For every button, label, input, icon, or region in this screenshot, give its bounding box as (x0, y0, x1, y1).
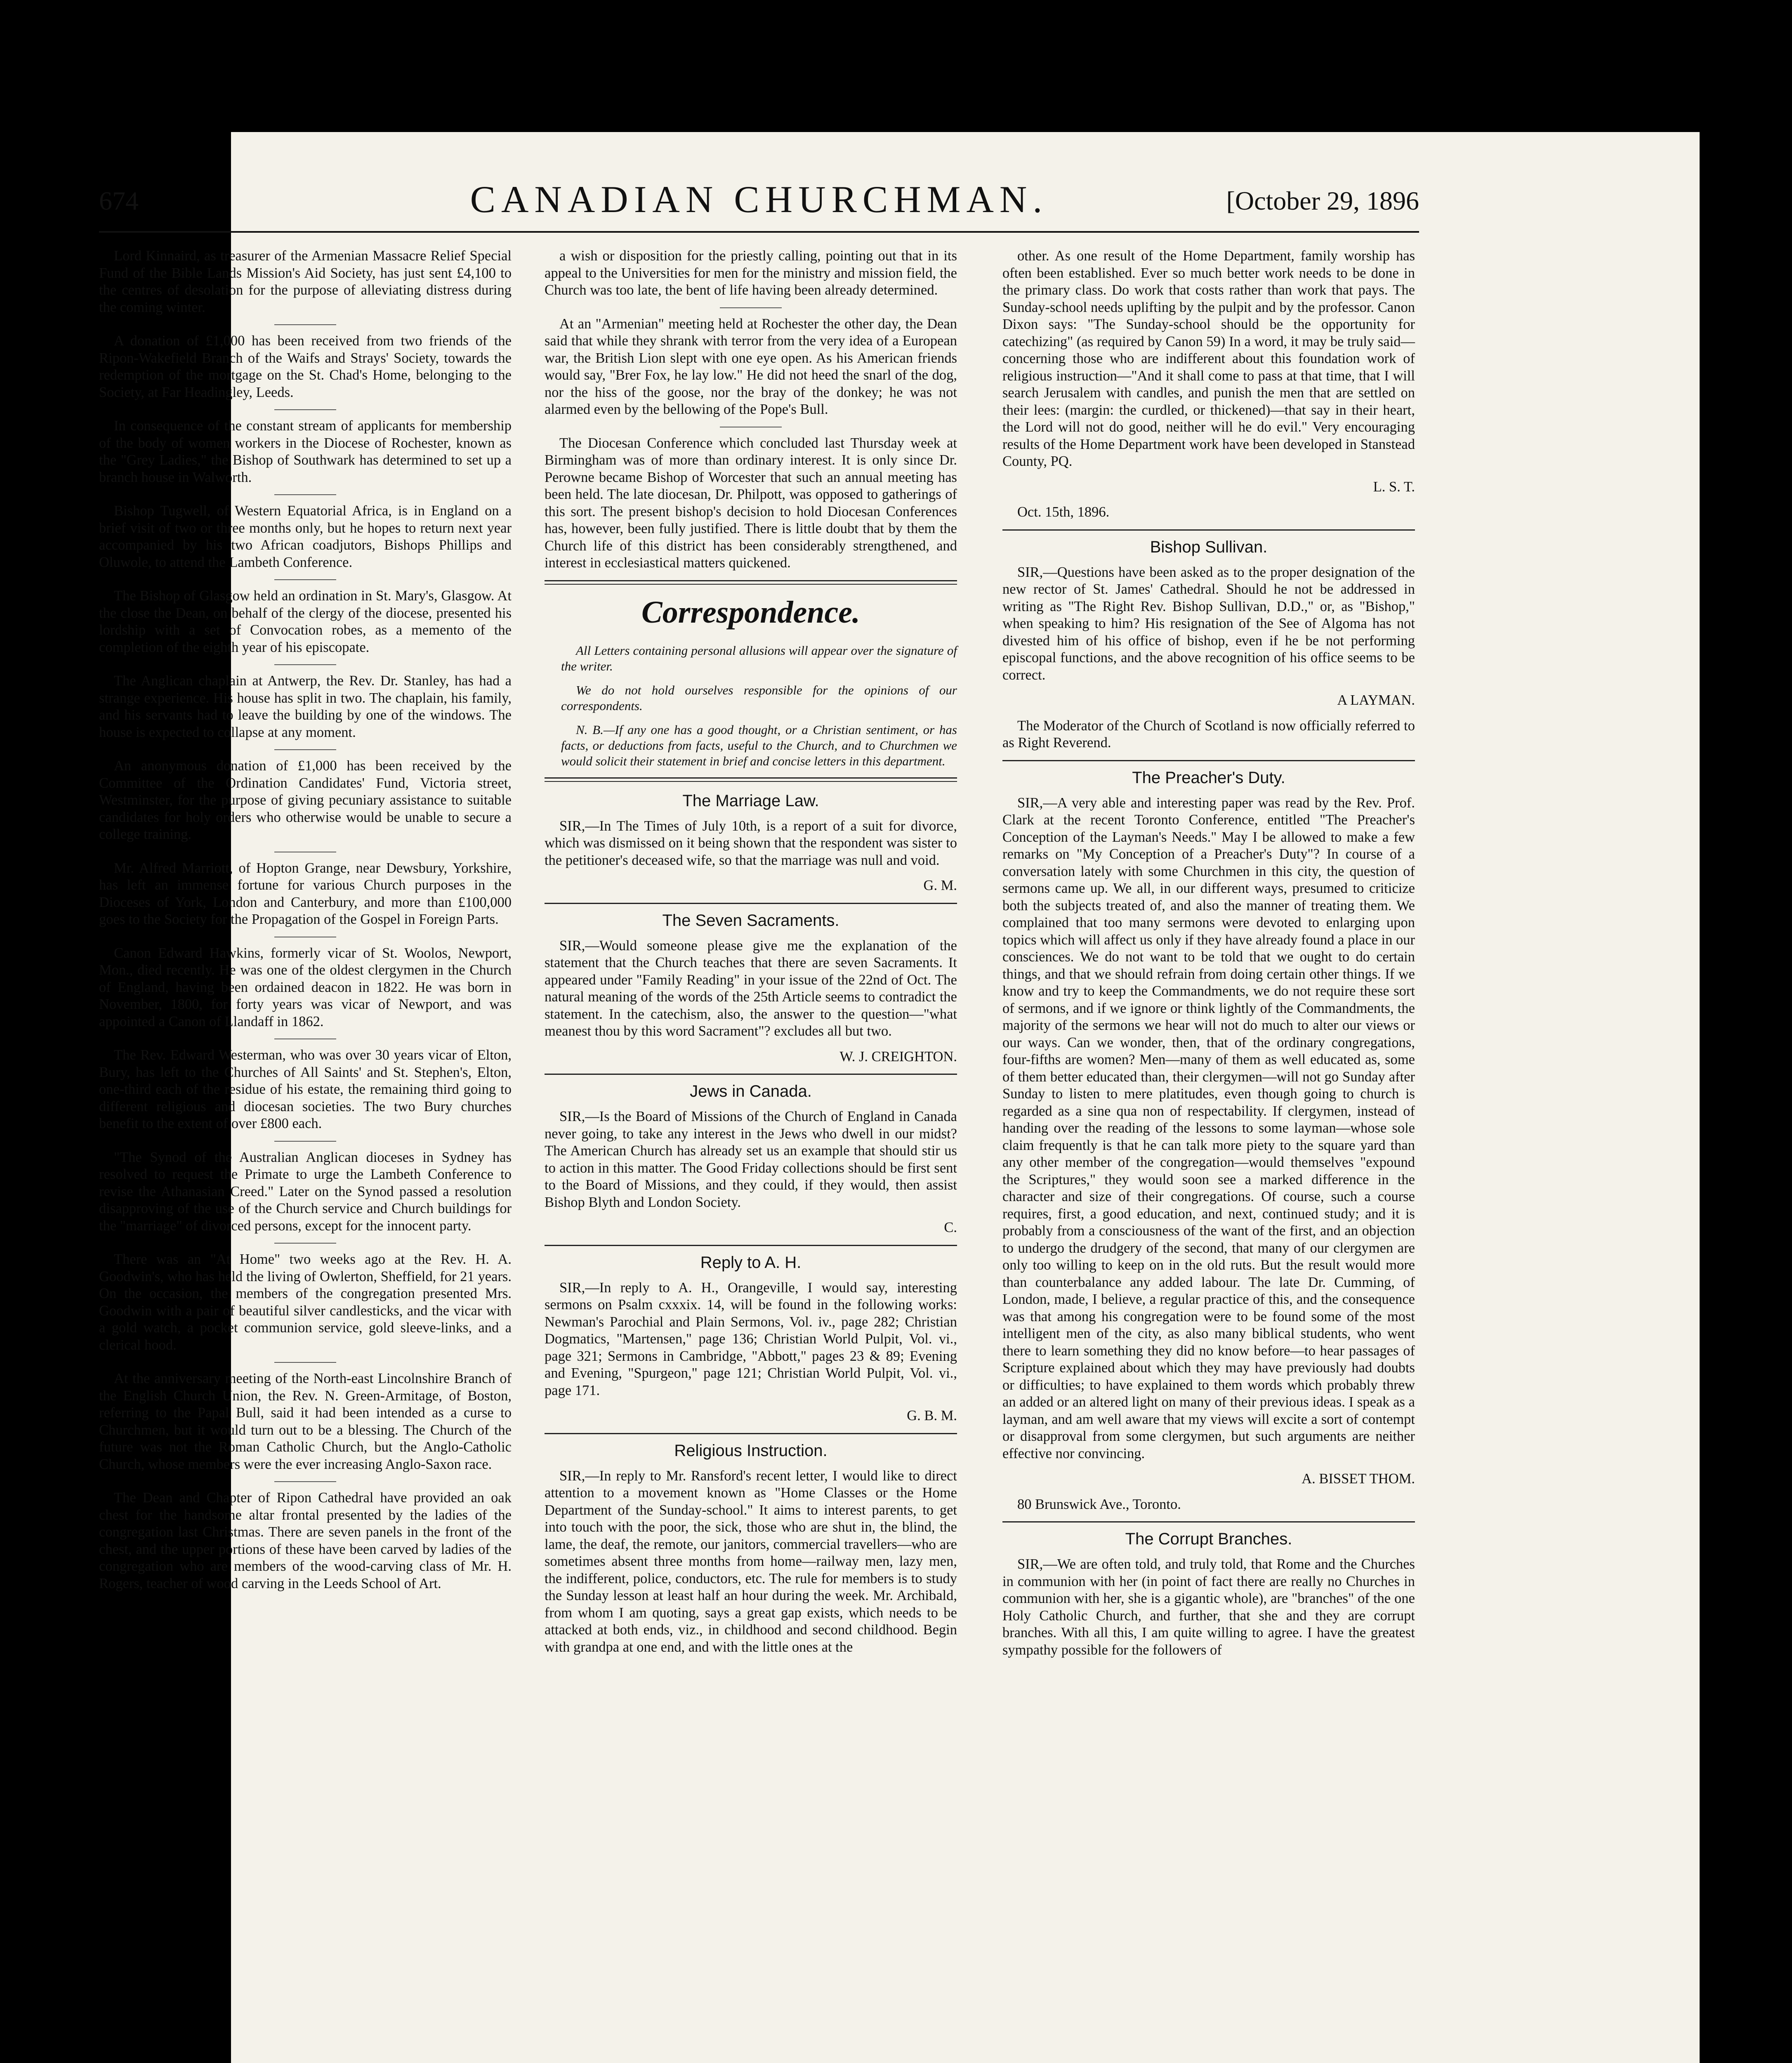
divider (274, 409, 336, 410)
divider (274, 1481, 336, 1482)
divider (720, 307, 782, 308)
letter-address: 80 Brunswick Ave., Toronto. (1017, 1496, 1181, 1512)
letter-signature: A LAYMAN. (1337, 692, 1415, 708)
paragraph: In consequence of the constant stream of applicants for membership of the body of women workers in the Diocese of Rochester, known as the "Grey Ladies," the Bishop of Southwark has determined to set up a branch house in Walworth. (99, 418, 512, 485)
divider (274, 579, 336, 580)
letter-signature: C. (944, 1220, 957, 1235)
letter-body: SIR,—A very able and interesting paper was read by the Rev. Prof. Clark at the recent Toronto Conference, entitled "The Preacher's Conception of the Layman's Needs." May I be allowed to make a few remarks on "My Conception of a Preacher's Duty"? In course of a conversation lately with some Churchmen in this city, the question of sermons came up. We all, in our different ways, presumed to criticize both the subjects treated of, and also the manner of treating them. We complained that too many sermons were devoted to enlarging upon topics which will affect us only if they have already found a place in our consciences. We do not want to be told that we ought to do certain things, and that we should refrain from doing certain other things. If we know and try to keep the Commandments, we do not require these sort of sermons, and if we ignore or think lightly of the Commandments, the majority of the sermons we hear will not do much to alter our views or our ways. Can we wonder, then, that of the ordinary congregations, four-fifths are women? Men—many of them as well educated as, some of them better educated than, their clergymen—will not go Sunday after Sunday to listen to mere platitudes, even though going to church is regarded as a sine qua non of respectability. If clergymen, instead of handing over the reading of the lessons to some layman—whose sole claim frequently is that he can talk more piety to the square yard than any other member of the congregation—would themselves "expound the Scriptures," they would soon see a marked difference in the character and size of their congregations. Of course, such a course requires, first, a good education, and next, continued study; and it is probably from a consciousness of the want of the first, and an objection to undergo the drudgery of the second, that many of our clergymen are only too willing to keep on in the old ruts. But the result would more than counterbalance any added labour. The late Dr. Cumming, of London, made, I believe, a regular practice of this, and the consequence was that among his congregation were to be found some of the most intelligent men of the city, as also many biblical students, who went there to learn something they did no know before—to hear passages of Scripture explained about which they may have previously had doubts or difficulties; to have explained to them words which probably threw an added or an altered light on many of their previous ideas. I speak as a layman, and am well aware that my views will excite a sort of contempt or disapproval from some clergymen, but such arguments are neither effective nor convincing. (1002, 795, 1415, 1461)
section-rule (545, 777, 957, 782)
editorial-note: We do not hold ourselves responsible for the opinions of our correspondents. (561, 682, 957, 713)
header-rule (99, 231, 1419, 233)
divider (274, 664, 336, 665)
letter-body: SIR,—Questions have been asked as to the proper designation of the new rector of St. James' Cathedral. Should he not be addressed in writing as "The Right Rev. Bishop Sullivan, D.D.," or, as "Bishop," when speaking to him? His resignation of the See of Algoma has not divested him of his office of bishop, even if he be not performing episcopal functions, and the above recognition of his office seems to be correct. (1002, 564, 1415, 683)
paragraph: The Diocesan Conference which concluded last Thursday week at Birmingham was of more than ordinary interest. It is only since Dr. Perowne became Bishop of Worcester that such an annual meeting has been held. The late diocesan, Dr. Philpott, was opposed to gatherings of this sort. The present bishop's decision to hold Diocesan Conferences has, however, been fully justified. There is little doubt that by them the Church life of this district has been considerably strengthened, and interest in ecclesiastical matters quickened. (545, 435, 957, 571)
paragraph: Bishop Tugwell, of Western Equatorial Africa, is in England on a brief visit of two or three months only, but he hopes to return next year accompanied by his two African coadjutors, Bishops Phillips and Oluwole, to attend the Lambeth Conference. (99, 503, 512, 570)
letter-body: SIR,—Would someone please give me the explanation of the statement that the Church teaches that there are seven Sacraments. It appeared under "Family Reading" in your issue of the 22nd of Oct. The natural meaning of the words of the 25th Article seems to contradict the statement. In the catechism, also, the answer to the question—"what meanest thou by this word Sacrament"? excludes all but two. (545, 937, 957, 1039)
letter-rule (1002, 1521, 1415, 1522)
divider (274, 324, 336, 325)
issue-date: [October 29, 1896 (1226, 186, 1419, 215)
paragraph: An anonymous donation of £1,000 has been received by the Committee of the Ordination Candidates' Fund, Victoria street, Westminster, for the purpose of giving pecuniary assistance to suitable candidates for holy orders who otherwise would be unable to secure a college training. (99, 758, 512, 842)
paragraph: The Anglican chaplain at Antwerp, the Rev. Dr. Stanley, has had a strange experience. His house has split in two. The chaplain, his family, and his servants had to leave the building by one of the windows. The house is expected to collapse at any moment. (99, 673, 512, 740)
letter-body: SIR,—In reply to Mr. Ransford's recent letter, I would like to direct attention to a movement known as "Home Classes or the Home Department of the Sunday-school." It aims to interest parents, to get into touch with the poor, the sick, those who are shut in, the blind, the lame, the deaf, the remote, our janitors, commercial travellers—who are sometimes absent three months from home—railway men, lazy men, the indifferent, police, conductors, etc. The rule for members is to study the Sunday lesson at least half an hour during the week. Mr. Archibald, from whom I am quoting, says a great gap exists, which needs to be attacked at both ends, viz., in childhood and second childhood. Begin with grandpa at one end, and with the little ones at the (545, 1468, 957, 1655)
letter-body: SIR,—Is the Board of Missions of the Church of England in Canada never going, to take any interest in the Jews who dwell in our midst? The American Church has already set us an example that should stir us to action in this matter. The Good Friday collections should be first sent to the Board of Missions, and they could, if they would, then assist Bishop Blyth and London Society. (545, 1109, 957, 1210)
letter-title: The Marriage Law. (682, 791, 819, 810)
letter-title: Reply to A. H. (700, 1253, 802, 1272)
letter-title: Jews in Canada. (690, 1082, 812, 1100)
letter-rule (1002, 760, 1415, 761)
letter-rule (1002, 529, 1415, 531)
divider (274, 749, 336, 750)
paragraph: At an "Armenian" meeting held at Rochester the other day, the Dean said that while they shrank with terror from the very idea of a European war, the British Lion slept with one eye open. As his American friends would say, "Brer Fox, he lay low." He did not heed the snarl of the dog, nor the hiss of the goose, nor the bray of the donkey; he was not alarmed even by the bellowing of the Pope's Bull. (545, 316, 957, 417)
letter-rule (545, 1433, 957, 1434)
paragraph: A donation of £1,000 has been received from two friends of the Ripon-Wakefield Branch of the Waifs and Strays' Society, towards the redemption of the mortgage on the St. Chad's Home, belonging to the Society, at Far Headingley, Leeds. (99, 333, 512, 400)
letter-rule (545, 1074, 957, 1075)
paragraph: Lord Kinnaird, as treasurer of the Armenian Massacre Relief Special Fund of the Bible Lands Mission's Aid Society, has just sent £4,100 to the centres of desolation for the purpose of alleviating distress during the coming winter. (99, 248, 512, 315)
paragraph: The Dean and Chapter of Ripon Cathedral have provided an oak chest for the handsome altar frontal presented by the ladies of the congregation last Christmas. There are seven panels in the front of the chest, and the upper portions of these have been carved by ladies of the congregation who are members of the wood-carving class of Mr. H. Rogers, teacher of wood carving in the Leeds School of Art. (99, 1490, 512, 1591)
divider (274, 1141, 336, 1142)
letter-signature: W. J. CREIGHTON. (839, 1048, 957, 1065)
paragraph: The Bishop of Glasgow held an ordination in St. Mary's, Glasgow. At the close the Dean, on behalf of the clergy of the diocese, presented his lordship with a set of Convocation robes, as a memento of the completion of the eighth year of his episcopate. (99, 588, 512, 655)
letter-dateline: Oct. 15th, 1896. (1017, 504, 1110, 520)
paragraph: a wish or disposition for the priestly calling, pointing out that in its appeal to the Universities for men for the ministry and mission field, the Church was too late, the bent of life having been already determined. (545, 248, 957, 298)
letter-title: The Corrupt Branches. (1125, 1530, 1292, 1548)
letter-signature: G. B. M. (907, 1408, 957, 1423)
letter-rule (545, 903, 957, 904)
section-rule (545, 580, 957, 585)
paragraph: There was an "At Home" two weeks ago at the Rev. H. A. Goodwin's, who has held the living of Owlerton, Sheffield, for 21 years. On the occasion, the members of the congregation presented Mrs. Goodwin with a pair of beautiful silver candlesticks, and the vicar with a gold watch, a pocket communion service, gold sleeve-links, and a clerical hood. (99, 1251, 512, 1353)
divider (274, 1243, 336, 1244)
letter-title: The Seven Sacraments. (662, 911, 839, 930)
masthead-title: CANADIAN CHURCHMAN. (470, 178, 1048, 220)
letter-body: SIR,—In reply to A. H., Orangeville, I would say, interesting sermons on Psalm cxxxix. 14, will be found in the following works: Newman's Parochial and Plain Sermons, Vol. iv., page 282; Christian Dogmatics, "Martensen," page 136; Christian World Pulpit, Vol. vi., page 321; Sermons in Cambridge, "Abbott," pages 23 & 89; Evening and Evening, "Spurgeon," page 121; Christian World Pulpit, Vol. vi., page 171. (545, 1279, 957, 1398)
page-number: 674 (99, 186, 139, 215)
editorial-note: N. B.—If any one has a good thought, or a Christian sentiment, or has facts, or deductions from facts, useful to the Church, and to Churchmen we would solicit their statement in brief and concise letters in this department. (561, 722, 957, 768)
column-3 (1002, 248, 1415, 1667)
section-heading-correspondence: Correspondence. (641, 595, 860, 630)
paragraph: The Rev. Edward Westerman, who was over 30 years vicar of Elton, Bury, has left to the Churches of All Saints' and St. Stephen's, Elton, one-third each of the residue of his estate, the remaining third going to different religious and diocesan societies. The two Bury churches benefit to the extent of over £800 each. (99, 1047, 512, 1131)
letter-rule (545, 1245, 957, 1246)
paragraph: "The Synod of the Australian Anglican dioceses in Sydney has resolved to request the Primate to urge the Lambeth Conference to revise the Athanasian Creed." Later on the Synod passed a resolution disapproving of the use of the Church service and Church buildings for the "marriage" of divorced persons, except for the innocent party. (99, 1149, 512, 1234)
letter-body: SIR,—In The Times of July 10th, is a report of a suit for divorce, which was dismissed on it being shown that the respondent was sister to the petitioner's deceased wife, so that the marriage was null and void. (545, 818, 957, 868)
column-1 (99, 248, 512, 1600)
letter-signature: G. M. (923, 878, 957, 893)
letter-footnote: The Moderator of the Church of Scotland is now officially referred to as Right Reverend. (1002, 718, 1415, 751)
letter-body-continued: other. As one result of the Home Department, family worship has often been established. Ever so much better work needs to be done in the primary class. Do work that costs rather than work that pays. The Sunday-school needs uplifting by the pulpit and by the professor. Canon Dixon says: "The Sunday-school should be the opportunity for catechizing" (as required by Canon 59) In a word, it may be truly said—concerning those who are indifferent about this foundation work of religious instruction—"And it shall come to pass at that time, that I will search Jerusalem with candles, and punish the men that are settled on their lees: (margin: the curdled, or thickened)—that say in their heart, the Lord will not do good, neither will he do evil." Very encouraging results of the Home Department work have been developed in Stanstead County, PQ. (1002, 248, 1415, 469)
letter-title: Religious Instruction. (674, 1441, 828, 1460)
letter-signature: A. BISSET THOM. (1302, 1471, 1415, 1487)
paragraph: At the anniversary meeting of the North-east Lincolnshire Branch of the English Church Union, the Rev. N. Green-Armitage, of Boston, referring to the Papal Bull, said it had been intended as a curse to Churchmen, but it would turn out to be a blessing. The Church of the future was not the Roman Catholic Church, but the Anglo-Catholic Church, whose members were the ever increasing Anglo-Saxon race. (99, 1371, 512, 1472)
paragraph: Mr. Alfred Marriott, of Hopton Grange, near Dewsbury, Yorkshire, has left an immense fortune for various Church purposes in the Dioceses of York, London and Canterbury, and more than £100,000 goes to the Society for the Propagation of the Gospel in Foreign Parts. (99, 860, 512, 927)
divider (274, 1362, 336, 1363)
editorial-note: All Letters containing personal allusions will appear over the signature of the writer. (561, 643, 957, 673)
letter-title: Bishop Sullivan. (1150, 538, 1268, 556)
paragraph: Canon Edward Hawkins, formerly vicar of St. Woolos, Newport, Mon., died recently. He was one of the oldest clergymen in the Church of England, having been ordained deacon in 1822. He was born in November, 1800, for forty years was vicar of Newport, and was appointed a Canon of Llandaff in 1862. (99, 945, 512, 1029)
column-2 (545, 248, 957, 1664)
page-header (99, 177, 1419, 223)
letter-title: The Preacher's Duty. (1132, 768, 1285, 787)
letter-signature: L. S. T. (1373, 479, 1415, 495)
divider (274, 494, 336, 495)
letter-body: SIR,—We are often told, and truly told, that Rome and the Churches in communion with her (in point of fact there are really no Churches in communion with her, she is a gigantic whole), are "branches" of the one Holy Catholic Church, and further, that she and they are corrupt branches. With all this, I am quite willing to agree. I have the greatest sympathy possible for the followers of (1002, 1556, 1415, 1658)
